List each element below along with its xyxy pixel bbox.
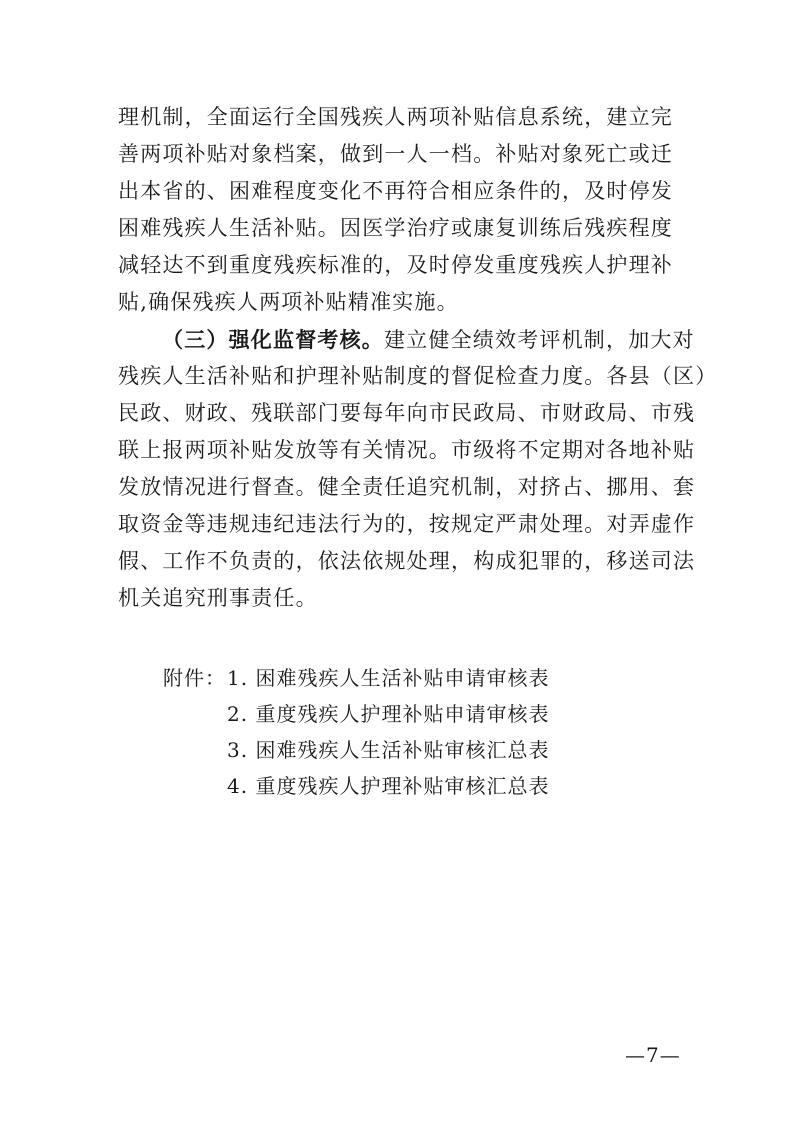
body-line: 残疾人生活补贴和护理补贴制度的督促检查力度。各县（区） bbox=[118, 364, 718, 388]
attachment-item-text: 1. 困难残疾人生活补贴申请审核表 bbox=[227, 666, 550, 690]
body-line: 联上报两项补贴发放等有关情况。市级将不定期对各地补贴 bbox=[118, 438, 696, 462]
attachment-item bbox=[163, 660, 643, 696]
section-3-first-line bbox=[118, 321, 695, 358]
attachment-item: 4. 重度残疾人护理补贴审核汇总表 bbox=[227, 774, 550, 798]
section-3-heading: （三）强化监督考核。 bbox=[162, 327, 384, 352]
body-line: 假、工作不负责的，依法依规处理，构成犯罪的，移送司法 bbox=[118, 549, 696, 573]
body-line: 机关追究刑事责任。 bbox=[118, 586, 318, 610]
body-line: 减轻达不到重度残疾标准的，及时停发重度残疾人护理补 bbox=[118, 253, 673, 277]
section-3-first-text: 建立健全绩效考评机制，加大对 bbox=[384, 328, 695, 352]
body-line: 取资金等违规违纪违法行为的，按规定严肃处理。对弄虚作 bbox=[118, 512, 696, 536]
body-line: 发放情况进行督查。健全责任追究机制，对挤占、挪用、套 bbox=[118, 475, 696, 499]
attachments-label: 附件： bbox=[163, 666, 226, 690]
attachments-list bbox=[163, 660, 643, 804]
body-line: 贴,确保残疾人两项补贴精准实施。 bbox=[118, 290, 459, 314]
body-line: 困难残疾人生活补贴。因医学治疗或康复训练后残疾程度 bbox=[118, 216, 673, 240]
attachment-item: 3. 困难残疾人生活补贴审核汇总表 bbox=[227, 738, 550, 762]
body-line: 理机制，全面运行全国残疾人两项补贴信息系统，建立完 bbox=[118, 105, 673, 129]
page-number: —7— bbox=[625, 1043, 681, 1067]
attachment-item: 2. 重度残疾人护理补贴申请审核表 bbox=[227, 702, 550, 726]
body-line: 出本省的、困难程度变化不再符合相应条件的，及时停发 bbox=[118, 179, 673, 203]
body-text bbox=[118, 99, 718, 617]
body-line: 善两项补贴对象档案，做到一人一档。补贴对象死亡或迁 bbox=[118, 142, 673, 166]
body-line: 民政、财政、残联部门要每年向市民政局、市财政局、市残 bbox=[118, 401, 696, 425]
